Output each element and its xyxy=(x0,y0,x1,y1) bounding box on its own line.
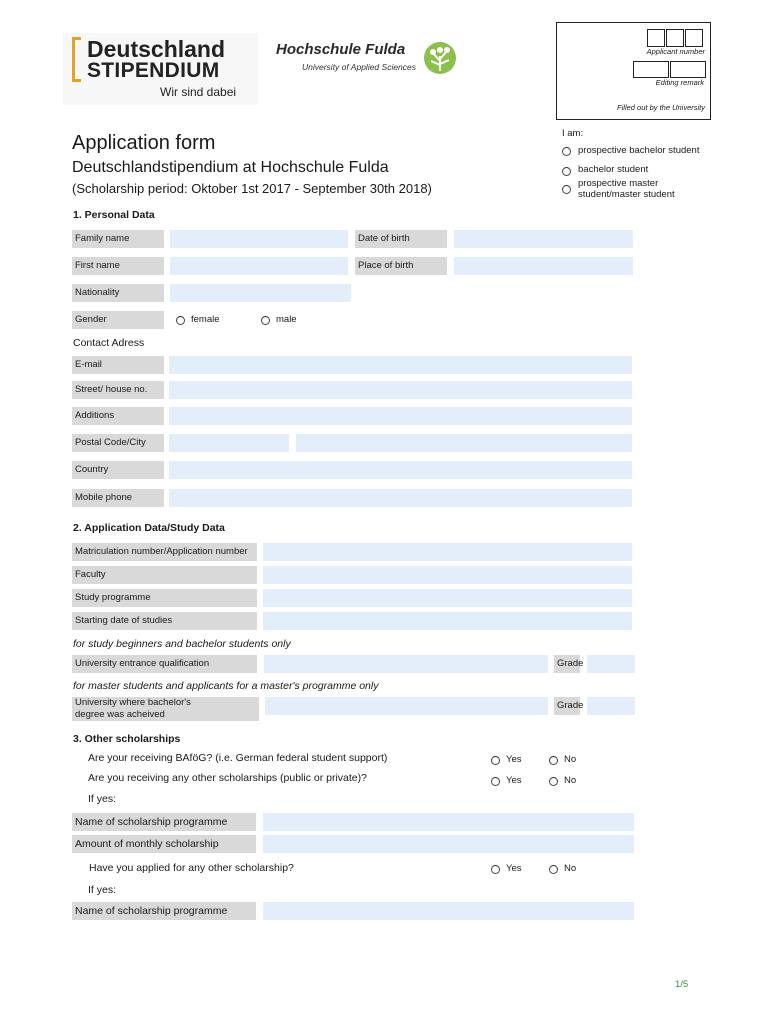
gender-label: Gender xyxy=(72,311,164,329)
hf-name: Hochschule Fulda xyxy=(276,41,406,58)
status-label: I am: xyxy=(562,128,584,139)
additions-field[interactable] xyxy=(169,407,632,425)
entrance-qualification-label: University entrance qualification xyxy=(72,655,257,673)
bachelor-university-label xyxy=(72,697,259,721)
other-scholarship-option-no: No xyxy=(564,775,577,786)
gender-option-male: male xyxy=(276,314,297,325)
grade-field-2[interactable] xyxy=(587,697,635,715)
study-programme-label: Study programme xyxy=(72,589,257,607)
applied-radio-yes[interactable] xyxy=(491,865,500,874)
scholarship-name-field-2[interactable] xyxy=(263,902,634,920)
grade-field-1[interactable] xyxy=(587,655,635,673)
applied-radio-no[interactable] xyxy=(549,865,558,874)
section-other-heading: 3. Other scholarships xyxy=(73,733,181,745)
date-of-birth-field[interactable] xyxy=(454,230,633,248)
status-radio-prospective-bachelor[interactable] xyxy=(562,147,571,156)
bachelor-university-label-line2: degree was acheived xyxy=(75,709,165,720)
street-label: Street/ house no. xyxy=(72,381,164,399)
faculty-field[interactable] xyxy=(263,566,632,584)
applied-option-no: No xyxy=(564,863,577,874)
status-option-master-line2: student/master student xyxy=(578,189,675,200)
status-radio-bachelor[interactable] xyxy=(562,167,571,176)
status-option-master-line1: prospective master xyxy=(578,178,659,189)
filled-by-label: Filled out by the University xyxy=(617,103,705,112)
mobile-phone-label: Mobile phone xyxy=(72,489,164,507)
study-programme-field[interactable] xyxy=(263,589,632,607)
family-name-field[interactable] xyxy=(170,230,348,248)
status-option-bachelor: bachelor student xyxy=(578,164,649,175)
page-number: 1/5 xyxy=(675,979,689,990)
entrance-qualification-field[interactable] xyxy=(264,655,548,673)
gender-radio-female[interactable] xyxy=(176,316,185,325)
nationality-field[interactable] xyxy=(170,284,351,302)
place-of-birth-label: Place of birth xyxy=(355,257,447,275)
applicant-number-cell-3[interactable] xyxy=(685,29,703,47)
bachelor-university-label-line1: University where bachelor's xyxy=(75,697,191,708)
matriculation-label: Matriculation number/Application number xyxy=(72,543,257,561)
contact-address-heading: Contact Adress xyxy=(73,337,145,349)
other-scholarship-radio-no[interactable] xyxy=(549,777,558,786)
applied-option-yes: Yes xyxy=(506,863,522,874)
email-field[interactable] xyxy=(169,356,632,374)
bafog-radio-yes[interactable] xyxy=(491,756,500,765)
applicant-number-cell-2[interactable] xyxy=(666,29,684,47)
gender-radio-male[interactable] xyxy=(261,316,270,325)
faculty-label: Faculty xyxy=(72,566,257,584)
logo-line2: STIPENDIUM xyxy=(87,59,220,82)
page-title: Application form xyxy=(72,132,216,154)
bafog-option-yes: Yes xyxy=(506,754,522,765)
start-date-field[interactable] xyxy=(263,612,632,630)
logo-bracket xyxy=(72,37,81,82)
scholarship-name-label-1: Name of scholarship programme xyxy=(72,813,256,831)
monthly-amount-label: Amount of monthly scholarship xyxy=(72,835,256,853)
deutschlandstipendium-logo xyxy=(63,33,258,105)
section-personal-heading: 1. Personal Data xyxy=(73,209,155,221)
page-subtitle: Deutschlandstipendium at Hochschule Fulda xyxy=(72,159,389,176)
country-field[interactable] xyxy=(169,461,632,479)
nationality-label: Nationality xyxy=(72,284,164,302)
editing-remark-cell-1[interactable] xyxy=(633,61,669,78)
start-date-label: Starting date of studies xyxy=(72,612,257,630)
status-radio-master[interactable] xyxy=(562,185,571,194)
bafog-radio-no[interactable] xyxy=(549,756,558,765)
family-name-label: Family name xyxy=(72,230,164,248)
beginners-note: for study beginners and bachelor students only xyxy=(73,638,291,650)
grade-label-1: Grade xyxy=(554,655,580,673)
matriculation-field[interactable] xyxy=(263,543,632,561)
hochschule-fulda-logo xyxy=(272,38,462,78)
grade-label-2: Grade xyxy=(554,697,580,715)
applicant-number-label: Applicant number xyxy=(646,47,705,56)
monthly-amount-field[interactable] xyxy=(263,835,634,853)
other-scholarship-question: Are you receiving any other scholarships (public or private)? xyxy=(88,772,367,784)
first-name-label: First name xyxy=(72,257,164,275)
country-label: Country xyxy=(72,461,164,479)
logo-line1: Deutschland xyxy=(87,36,226,62)
postal-code-city-label: Postal Code/City xyxy=(72,434,164,452)
hf-subtitle: University of Applied Sciences xyxy=(302,62,417,72)
scholarship-period: (Scholarship period: Oktober 1st 2017 - September 30th 2018) xyxy=(72,181,432,196)
editing-remark-cell-2[interactable] xyxy=(670,61,706,78)
bachelor-university-field[interactable] xyxy=(265,697,548,715)
editing-remark-label: Editing remark xyxy=(655,78,704,87)
bafog-question: Are your receiving BAföG? (i.e. German federal student support) xyxy=(88,752,388,764)
section-study-heading: 2. Application Data/Study Data xyxy=(73,522,225,534)
logo-tagline: Wir sind dabei xyxy=(160,85,237,99)
scholarship-name-label-2: Name of scholarship programme xyxy=(72,902,256,920)
street-field[interactable] xyxy=(169,381,632,399)
applied-question: Have you applied for any other scholarship? xyxy=(89,862,294,874)
status-option-prospective-bachelor: prospective bachelor student xyxy=(578,145,700,156)
if-yes-label-2: If yes: xyxy=(88,884,117,896)
date-of-birth-label: Date of birth xyxy=(355,230,447,248)
bafog-option-no: No xyxy=(564,754,577,765)
gender-option-female: female xyxy=(191,314,220,325)
tree-icon xyxy=(422,41,458,75)
if-yes-label-1: If yes: xyxy=(88,793,117,805)
email-label: E-mail xyxy=(72,356,164,374)
scholarship-name-field-1[interactable] xyxy=(263,813,634,831)
additions-label: Additions xyxy=(72,407,164,425)
other-scholarship-radio-yes[interactable] xyxy=(491,777,500,786)
applicant-number-cell-1[interactable] xyxy=(647,29,665,47)
mobile-phone-field[interactable] xyxy=(169,489,632,507)
master-note: for master students and applicants for a master's programme only xyxy=(73,680,379,692)
first-name-field[interactable] xyxy=(170,257,348,275)
university-box xyxy=(556,22,711,120)
postal-code-field[interactable] xyxy=(169,434,289,452)
city-field[interactable] xyxy=(296,434,632,452)
place-of-birth-field[interactable] xyxy=(454,257,633,275)
other-scholarship-option-yes: Yes xyxy=(506,775,522,786)
